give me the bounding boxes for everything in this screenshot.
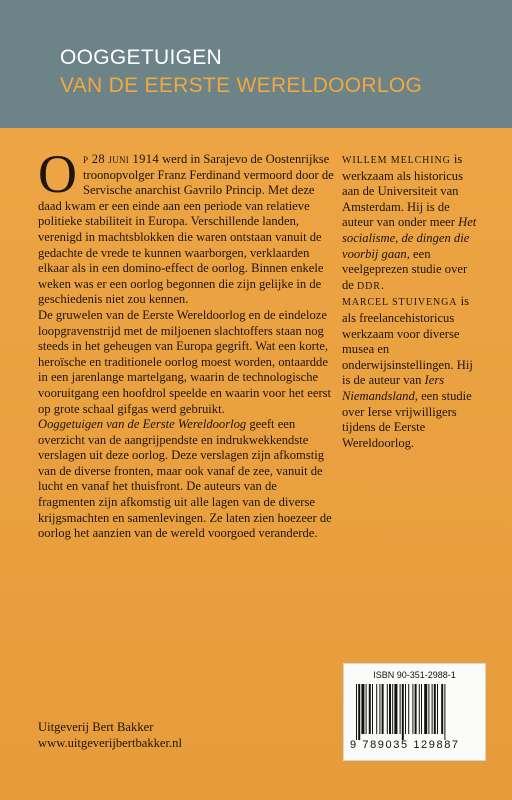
blurb-paragraph-2: De gruwelen van de Eerste Wereldoorlog en de eindeloze loopgravenstrijd met de miljoenen slachtoffers staan nog steeds in het geheugen van Europa gegrift. Wat een korte, heroïsche en traditionele oorlog moest worden, ontaardde in een jarenlange martelgang, waarin de technologische vooruitgang een hoofdrol speelde en waarin voor het eerst op grote schaal gifgas werd gebruikt.: [38, 307, 332, 416]
barcode-bar: [405, 684, 406, 734]
author-bio-2-text-2: , een studie over Ierse vrijwilligers tijdens de Eerste Wereldoorlog.: [342, 388, 472, 450]
author-name-2: MARCEL STUIVENGA: [342, 297, 458, 309]
barcode-bar: [372, 684, 373, 734]
barcode-bar: [392, 684, 393, 734]
blurb-book-title: Ooggetuigen van de Eerste Wereldoorlog: [38, 417, 247, 432]
barcode-bar: [394, 684, 397, 734]
publisher-name: Uitgeverij Bert Bakker: [38, 720, 154, 734]
barcode-bar: [402, 684, 404, 740]
barcode-bar: [434, 684, 436, 734]
barcode-bar: [356, 684, 357, 740]
barcode-bar: [387, 684, 388, 734]
blurb-paragraph-3-text: geeft een overzicht van de aangrijpendste en indrukwekkendste verslagen uit deze oorlog. Deze verslagen zijn afkomstig van de diverse fronten, maar ook vanaf de zee, vanuit de lucht en vanaf het thuisfront. De auteurs van de fragmenten zijn afkomstig uit alle lagen van de diverse krijgsmachten en samenlevingen. Ze laten zien hoezeer de oorlog het aanzien van de wereld voorgoed veranderde.: [38, 417, 332, 541]
barcode-bar: [366, 684, 367, 734]
barcode-bar: [382, 684, 384, 734]
author-bios: [342, 152, 480, 451]
barcode-bar: [408, 684, 409, 734]
book-title: VAN DE EERSTE WERELDOORLOG: [60, 74, 423, 97]
barcode-bar: [376, 684, 377, 734]
author-2-book-title: Iers Niemandsland: [342, 373, 445, 403]
barcode-bar: [441, 684, 443, 734]
barcode-bar: [358, 684, 360, 740]
author-bio-1-end: .: [380, 277, 385, 292]
barcode-bar: [437, 684, 438, 734]
author-bio-1-text-2: , een veelgeprezen studie over de: [342, 246, 468, 292]
barcode-bar: [361, 684, 364, 734]
dropcap-letter: O: [38, 144, 77, 204]
barcode-bar: [421, 684, 422, 734]
blurb-text: [38, 144, 334, 542]
isbn-label: ISBN 90-351-2988-1: [373, 670, 456, 680]
barcode-bar: [379, 684, 380, 734]
barcode-bar: [412, 684, 413, 734]
isbn-barcode: [343, 663, 486, 761]
ddr-abbreviation: DDR: [357, 280, 381, 292]
barcode-bar: [419, 684, 420, 734]
author-bio-1-text: is werkzaam als historicus aan de Universiteit van Amsterdam. Hij is de auteur van onder meer: [342, 152, 463, 230]
barcode-digits: 9 789035 129887: [350, 739, 460, 751]
author-bio-2-text: is als freelancehistoricus werkzaam voor diverse musea en onderwijsinstellingen. Hij is de auteur van: [342, 294, 473, 388]
blurb-paragraph-3: [38, 417, 334, 542]
barcode-bar: [389, 684, 391, 734]
barcode-bar: [432, 684, 433, 734]
author-bio-2: [342, 294, 480, 451]
blurb-paragraph-1: [38, 144, 334, 308]
series-title: OOGGETUIGEN: [60, 46, 222, 69]
author-name-1: WILLEM MELCHING: [342, 155, 451, 166]
publisher-info: [38, 719, 338, 751]
barcode-bar: [444, 684, 445, 740]
barcode-bar: [428, 684, 429, 734]
barcode-bar: [415, 684, 417, 734]
author-1-book-title: Het socialisme, de dingen die voorbij gaan: [342, 215, 477, 261]
barcode-bar: [369, 684, 371, 734]
barcode-bar: [424, 684, 427, 734]
title-band: [0, 0, 512, 128]
publisher-url: www.uitgeverijbertbakker.nl: [38, 736, 182, 750]
blurb-paragraph-1-text: werd in Sarajevo de Oostenrijkse troonopvolger Franz Ferdinand vermoord door de Servische anarchist Gavrilo Princip. Met deze daad kwam er een einde aan een periode van relatieve politieke stabiliteit in Europa. Verschillende landen, verenigd in machtsblokken die waren ontstaan vanuit de gedachte de vrede te kunnen waarborgen, verklaarden elkaar als in een domino-effect de oorlog. Binnen enkele weken was er een oorlog begonnen die zijn gelijke in de geschiedenis niet zou kennen.: [38, 152, 334, 307]
barcode-bar: [400, 684, 401, 734]
barcode-icon: [354, 684, 475, 740]
author-bio-1: [342, 152, 480, 294]
blurb-date: p 28 juni 1914: [83, 152, 159, 166]
